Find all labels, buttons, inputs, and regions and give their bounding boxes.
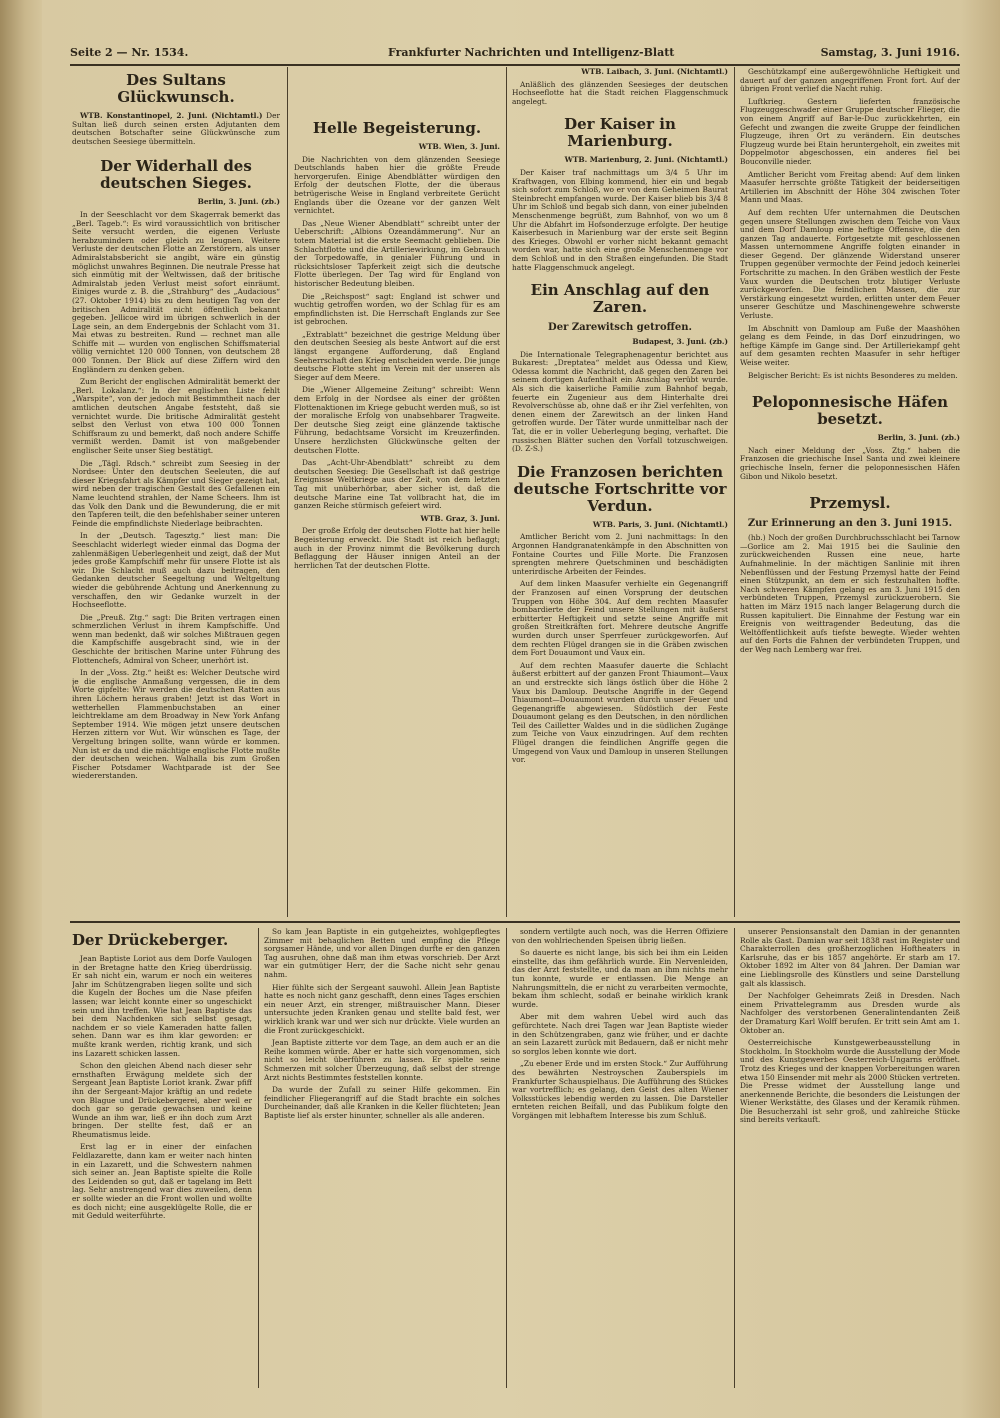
dateline: WTB. Paris, 3. Juni. (Nichtamtl.) bbox=[592, 519, 728, 529]
article-paragraph: So kam Jean Baptiste in ein gutgeheiztes, wohlgepflegtes Zimmer mit behaglichen Betten und empfing die Pflege sorgsamer Hände, und vor allen Dingen durfte er den ganzen Tag ausruhen, ohne daß man ihm etwas vorschrieb. Der Arzt war ein gutmütiger Herr, der die Sache nicht sehr genau nahm. bbox=[264, 928, 500, 979]
article-paragraph: In der Seeschlacht vor dem Skagerrak bemerkt das „Berl. Tageb.“: Es wird voraussichtlich von britischer Seite versucht werden, die eigenen Verluste herabzumindern oder gleich zu leugnen. Weitere Verluste der deutschen Flotte an Zerstörern, als unser Admiralstabsbericht sie angibt, wäre ein günstig möglichst unwahres Beginnen. Die neutrale Presse hat sich einmütig mit der Weltwissen, daß der britische Admiralstab jeden Verlust meist sofort einräumt. Einiges wurde z. B. die „Strahburg“ des „Audacious“ (27. Oktober 1914) bis zu dem heutigen Tag von der britischen Admiralität nicht öffentlich bekannt gegeben. Jellicoe wird im übrigen schwerlich in der Lage sein, an dem Endergebnis der Schlacht vom 31. Mai etwas zu bestreiten. Rund — rechnet man alle Schiffe mit — wurden von englischen Schiffsmaterial völlig vernichtet 120 000 Tonnen, von deutschem 28 000 Tonnen. Der Blick auf diese Ziffern wird den Engländern zu denken geben. bbox=[72, 209, 280, 374]
article-paragraph: Schon den gleichen Abend nach dieser sehr ernsthaften Erwägung meldete sich der Sergeant Jean Baptiste Loriot krank. Zwar pfiff ihn der Sergeant-Major kräftig an und redete von Blague und Drückebergerei, aber weil er doch gar so gerade gewachsen und keine Wunde an ihm war, ließ er ihn doch zum Arzt bringen. Der stellte fest, daß er an Rheumatismus leide. bbox=[72, 1061, 252, 1139]
dateline: Berlin, 3. Juni. (zb.) bbox=[877, 433, 960, 443]
article-title: Die Franzosen berichten deutsche Fortschritte vor Verdun. bbox=[513, 462, 727, 515]
article-subtitle: Zur Erinnerung an den 3. Juni 1915. bbox=[747, 518, 953, 530]
feuilleton-column-3 bbox=[512, 928, 728, 1388]
column-rule bbox=[734, 67, 735, 917]
article-paragraph: Die Nachrichten von dem glänzenden Seesiege Deutschlands haben hier die größte Freude hervorgerufen. Einige Abendblätter würdigen den Erfolg der deutschen Flotte, der die überaus betrügerische Weise in England verbreitete Gerücht Englands über die Ozeane vor der ganzen Welt vernichtet. bbox=[294, 154, 500, 216]
article-paragraph: Der Kaiser traf nachmittags um 3/4 5 Uhr im Kraftwagen, von Elbing kommend, hier ein und begab sich sofort zum Schloß, wo er von dem Geheimen Baurat Steinbrecht empfangen wurde. Der Kaiser blieb bis 3/4 8 Uhr im Schloß und begab sich dann, von einer jubelnden Menschenmenge begrüßt, zum Bahnhof, von wo um 8 Uhr die Abfahrt im Hofsonderzuge erfolgte. Der heutige Kaiserbesuch in Marienburg war der erste seit Beginn des Krieges. Obwohl er vorher nicht bekannt gemacht worden war, hatte sich eine große Menschenmenge vor dem Schloß und in den Straßen eingefunden. Die Stadt hatte Flaggenschmuck angelegt. bbox=[512, 167, 728, 272]
article-paragraph: Anläßlich des glänzenden Seesieges der deutschen Hochseeflotte hat die Stadt reichen Flaggenschmuck angelegt. bbox=[512, 79, 728, 106]
article-paragraph: Jean Baptiste Loriot aus dem Dorfe Vaulogen in der Bretagne hatte den Krieg überdrüssig. Er sah nicht ein, warum er noch ein weiteres Jahr im Schützengraben liegen sollte und sich die Kugeln der Boches um die Nase pfeifen lassen; war leicht konnte einer so ungeschickt sein und ihn treffen. Wie hat Jean Baptiste das bei dem Nachdenken sich selbst gesagt, nachdem er so viele Kameraden hatte fallen sehen. Dann war es ihm klar geworden: er mußte krank werden, richtig krank, und sich ins Lazarett schicken lassen. bbox=[72, 954, 252, 1058]
column-rule bbox=[506, 928, 507, 1388]
article-paragraph: „Zu ebener Erde und im ersten Stock.“ Zur Aufführung des bewährten Nestroyschen Zauberspiels im Frankfurter Schauspielhaus. Die Aufführung des Stückes war vortrefflich; es gelang, den Geist des alten Wiener Volksstückes lebendig werden zu lassen. Die Darsteller ernteten reichen Beifall, und das Publikum folgte den Vorgängen mit lebhaftem Interesse bis zum Schluß. bbox=[512, 1059, 728, 1120]
article-paragraph: Hier fühlte sich der Sergeant sauwohl. Allein Jean Baptiste hatte es noch nicht ganz geschafft, denn eines Tages erschien ein neuer Arzt, ein strenger, mißtrauischer Mann. Dieser untersuchte jeden Kranken genau und stellte bald fest, wer wirklich krank war und wer sich nur drückte. Viele wurden an die Front zurückgeschickt. bbox=[264, 982, 500, 1035]
column-3 bbox=[512, 68, 728, 916]
column-rule bbox=[506, 67, 507, 917]
article-paragraph: „Extrablatt“ bezeichnet die gestrige Meldung über den deutschen Seesieg als beste Antwort auf die erst längst ergangene Aufforderung, daß England Seeherrschaft den Krieg entscheiden werde. Die junge deutsche Flotte steht im Verein mit der unseren als Sieger auf dem Meere. bbox=[294, 329, 500, 382]
article-paragraph: Geschützkampf eine außergewöhnliche Heftigkeit und dauert auf der ganzen angegriffenen Front fort. Auf der übrigen Front verlief die Nacht ruhig. bbox=[740, 68, 960, 94]
column-1 bbox=[72, 68, 280, 916]
article-paragraph: Oesterreichische Kunstgewerbeausstellung in Stockholm. In Stockholm wurde die Ausstellung der Mode und des Kunstgewerbes Oesterreich-Ungarns eröffnet. Trotz des Krieges und der knappen Vorbereitungen waren etwa 150 Einsender mit mehr als 2000 Stücken vertreten. Die Presse widmet der Ausstellung lange und anerkennende Berichte, die besonders die Leistungen der Wiener Werkstätte, des Glases und der Keramik rühmen. Die Besucherzahl ist sehr groß, und zahlreiche Stücke sind bereits verkauft. bbox=[740, 1038, 960, 1125]
dateline: WTB. Graz, 3. Juni. bbox=[420, 513, 500, 523]
article-paragraph: Amtlicher Bericht vom Freitag abend: Auf dem linken Maasufer herrschte größte Tätigkeit der beiderseitigen Artillerien im Abschnitt der Höhe 304 zwischen Toter Mann und Maas. bbox=[740, 169, 960, 205]
article-paragraph: Da wurde der Zufall zu seiner Hilfe gekommen. Ein feindlicher Fliegerangriff auf die Stadt brachte ein solches Durcheinander, daß alle Kranken in die Keller flüchteten; Jean Baptiste lief als erster hinunter, schneller als alle anderen. bbox=[264, 1085, 500, 1120]
article-paragraph: Die „Preuß. Ztg.“ sagt: Die Briten vertragen einen schmerzlichen Verlust in ihrem Kampfschiffe. Und wenn man bedenkt, daß wir solches Mißtrauen gegen die Kampfschiffe ausgebracht sind, wie in der Geschichte der britischen Marine unter Führung des Flottenchefs, Admiral von Scheer, unerhört ist. bbox=[72, 612, 280, 665]
article-subtitle: Der Zarewitsch getroffen. bbox=[548, 322, 692, 334]
article-paragraph: Auf dem rechten Ufer unternahmen die Deutschen gegen unsere Stellungen zwischen dem Teiche von Vaux und dem Dorf Damloup eine heftige Offensive, die den ganzen Tag andauerte. Fortgesetzte mit geschlossenen Massen unternommene Angriffe folgten einander in dieser Gegend. Der glänzende Widerstand unserer Truppen gegenüber vermochte der Feind jedoch keinerlei Fortschritte zu machen. In den Gräben westlich der Feste Vaux wurden die Deutschen trotz blutiger Verluste zurückgeworfen. Die feindlichen Massen, die zur Verstärkung eingesetzt wurden, erlitten unter dem Feuer unserer Geschütze und Maschinengewehre schwerste Verluste. bbox=[740, 207, 960, 321]
article-paragraph: In der „Voss. Ztg.“ heißt es: Welcher Deutsche wird je die englische Anmaßung vergessen, die in dem Worte gipfelte: Wir werden die deutschen Ratten aus ihren Löchern heraus graben! Jetzt ist das Wort in wetterhellen Flammenbuchstaben an einer leichtreklame am dem Broadway in New York Anfang September 1914. Wie mögen jetzt unsere deutschen Herzen zittern vor Wut. Wir wünschen es Tage, der Vergeltung bringen sollte, wann würde er kommen. Nun ist er da und die mächtige englische Flotte mußte der deutschen weichen. Walhalla bis zum Großen Fischer Potsdamer Wachtparade ist der See wiedererstanden. bbox=[72, 668, 280, 781]
page-number: Seite 2 — Nr. 1534. bbox=[70, 46, 189, 59]
dateline: Budapest, 3. Juni. (zb.) bbox=[632, 337, 728, 347]
article-paragraph: Auf dem rechten Maasufer dauerte die Schlacht äußerst erbittert auf der ganzen Front Thiaumont—Vaux an und erstreckte sich längs östlich über die Höhe 2 Vaux bis Damloup. Deutsche Angriffe in der Gegend Thiaumont—Douaumont wurden durch unser Feuer und Gegenangriffe abgewiesen. Südöstlich der Feste Douaumont gelang es den Deutschen, in den nördlichen Teil des Cailletter Waldes und in die südlichen Zugänge zum Teiche von Vaux einzudringen. Auf dem rechten Flügel drangen die feindlichen Angriffe gegen die Umgegend von Vaux und Damloup in unseren Stellungen vor. bbox=[512, 660, 728, 765]
feuilleton-column-4 bbox=[740, 928, 960, 1388]
article-paragraph: Belgischer Bericht: Es ist nichts Besonderes zu melden. bbox=[748, 370, 958, 380]
article-paragraph: Die „Tägl. Rdsch.“ schreibt zum Seesieg in der Nordsee: Unter den deutschen Seeleuten, die auf dieser Kriegsfahrt als Kämpfer und Sieger gezeigt hat, wird neben der tragischen Gestalt des Gefallenen ein Name leuchtend strahlen, der Name Scheers. Ihm ist das Volk den Dank und die Bewunderung, die er mit den Tapferen teilt, die den befehlshaber seiner unteren Feinde die empfindlichste Niederlage beibrachten. bbox=[72, 458, 280, 528]
article-paragraph: unserer Pensionsanstalt den Damian in der genannten Rolle als Gast. Damian war seit 1838 rast im Register und Charakterrollen des großherzoglichen Hoftheaters in Karlsruhe, das er bis 1857 angehörte. Er starb am 17. Oktober 1892 im Alter von 84 Jahren. Der Damian war eine Lieblingsrolle des Künstlers und seine Darstellung galt als klassisch. bbox=[740, 928, 960, 988]
article-title: Der Kaiser in Marienburg. bbox=[564, 115, 676, 151]
article-paragraph: In der „Deutsch. Tagesztg.“ liest man: Die Seeschlacht widerlegt wieder einmal das Dogma der zahlenmäßigen Ueberlegenheit und zeigt, daß der Mut jedes große Kampfschiff mehr für unsere Flotte ist als wir. Die Schlacht muß auch dazu beitragen, den Gedanken deutscher Seegeltung und Weltgeltung wieder die gebührende Achtung und Anerkennung zu verschaffen, den wir Gedanke wurzelt in der Hochseeflotte. bbox=[72, 531, 280, 610]
article-paragraph: Amtlicher Bericht vom 2. Juni nachmittags: In den Argonnen Handgranatenkämpfe in den Abschnitten von Fontaine Courtes und Fille Morte. Die Franzosen sprengten mehrere Quetschminen und beschädigten unterirdische Arbeiten der Feindes. bbox=[512, 532, 728, 576]
article-paragraph: Zum Bericht der englischen Admiralität bemerkt der „Berl. Lokalanz.“: In der englischen Liste fehlt „Warspite“, von der jedoch mit Bestimmtheit nach der amtlichen deutschen Angabe feststeht, daß sie vernichtet wurde. Die britische Admiralität gesteht selbst den Verlust von etwa 100 000 Tonnen Schiffsraum zu und bemerkt, daß noch andere Schiffe vermißt werden. Damit ist von maßgebender englischer Seite unser Sieg bestätigt. bbox=[72, 377, 280, 455]
column-rule bbox=[287, 67, 288, 917]
article-title: Helle Begeisterung. bbox=[312, 119, 482, 137]
article-paragraph: Die „Wiener Allgemeine Zeitung“ schreibt: Wenn dem Erfolg in der Nordsee als einer der größten Flottenaktionen im Kriege gebucht werden muß, so ist der moralische Erfolg von unabsehbarer Tragweite. Der deutsche Sieg zeigt eine glänzende taktische Führung, bedachtsame Vorsicht im Kreuzerfinden. Unsere herzlichsten Glückwünsche gelten der deutschen Flotte. bbox=[294, 385, 500, 455]
article-paragraph: (hb.) Noch der großen Durchbruchsschlacht bei Tarnow—Gorlice am 2. Mai 1915 bei die Saulinie den zurückweichenden Russen eine neue, harte Aufnahmelinie. In der mächtigen Sanlinie mit ihren Nebenflüssen und der Festung Przemysl hatte der Feind einen Stützpunkt, an dem er sich festzuhalten hoffte. Nach schweren Kämpfen gelang es am 3. Juni 1915 den verbündeten Truppen, Przemysl zurückzuerobern. Sie hatten im März 1915 nach langer Belagerung durch die Russen kapituliert. Die Einnahme der Festung war ein Ereignis von weittragender Bedeutung, das die Weltöffentlichkeit aufs tiefste bewegte. Wieder wehten auf den Forts die Fahnen der verbündeten Truppen, und der Weg nach Lemberg war frei. bbox=[740, 533, 960, 654]
article-paragraph: Das „Neue Wiener Abendblatt“ schreibt unter der Ueberschrift: „Albions Ozeandämmerung“. Nur an totem Material ist die erste Seemacht geblieben. Die Schlachtflotte und die Artilleriewirkung, im Gebrauch der Torpedowaffe, in genialer Führung und in rücksichtsloser Tapferkeit zeigt sich die deutsche Flotte überlegen. Der Tag wird für England von historischer Bedeutung bleiben. bbox=[294, 218, 500, 288]
article-title: Ein Anschlag auf den Zaren. bbox=[530, 281, 710, 317]
column-4 bbox=[740, 68, 960, 916]
page-header bbox=[70, 44, 960, 64]
article-paragraph: Jean Baptiste zitterte vor dem Tage, an dem auch er an die Reihe kommen würde. Aber er hatte sich vorgenommen, sich nicht so leicht überführen zu lassen. Er spielte seine Schmerzen mit solcher Überzeugung, daß selbst der strenge Arzt nichts Bestimmtes feststellen konnte. bbox=[264, 1038, 500, 1082]
article-paragraph: Der große Erfolg der deutschen Flotte hat hier helle Begeisterung erweckt. Die Stadt ist reich beflaggt; auch in der Provinz nimmt die Bevölkerung durch Beflaggung der Häuser innigen Anteil an der herrlichen Tat der deutschen Flotte. bbox=[294, 526, 500, 570]
feuilleton-column-1 bbox=[72, 928, 252, 1388]
article-title: Der Drückeberger. bbox=[72, 931, 229, 949]
article-paragraph: Der Nachfolger Geheimrats Zeiß in Dresden. Nach einem Privattelegramm aus Dresden wurde als Nachfolger des verstorbenen Generalintendanten Zeiß der Dramaturg Karl Wolff berufen. Er tritt sein Amt am 1. Oktober an. bbox=[740, 991, 960, 1035]
article-paragraph: So dauerte es nicht lange, bis sich bei ihm ein Leiden einstellte, das ihm gefährlich wurde. Ein Nervenleiden, das der Arzt feststellte, und da man an ihm nichts mehr tun konnte, wurde er entlassen. Die Menge an Nahrungsmitteln, die er nicht zu verarbeiten vermochte, bekam ihm schlecht, sodaß er beinahe wirklich krank wurde. bbox=[512, 948, 728, 1009]
article-title: Przemysl. bbox=[809, 494, 891, 513]
feuilleton-column-2 bbox=[264, 928, 500, 1388]
section-divider bbox=[70, 921, 960, 923]
dateline: Berlin, 3. Juni. (zb.) bbox=[197, 197, 280, 207]
header-rule bbox=[70, 64, 960, 66]
article-paragraph: sondern vertilgte auch noch, was die Herren Offiziere von den wohlriechenden Speisen übrig ließen. bbox=[512, 928, 728, 945]
page-fold-shadow bbox=[0, 0, 42, 1418]
issue-date: Samstag, 3. Juni 1916. bbox=[820, 46, 960, 59]
article-paragraph: Auf dem linken Maasufer verhielte ein Gegenangriff der Franzosen auf einen Vorsprung der deutschen Truppen von Höhe 304. Auf dem rechten Maasufer bombardierte der Feind unsere Stellungen mit äußerst erbitterter Heftigkeit und setzte seine Angriffe mit großen Streitkräften fort. Mehrere deutsche Angriffe wurden durch unser Sperrfeuer zurückgeworfen. Auf dem rechten Flügel drangen sie in die Gräben zwischen dem Fort Douaumont und Vaux ein. bbox=[512, 579, 728, 658]
article-paragraph: Im Abschnitt von Damloup am Fuße der Maashöhen gelang es dem Feinde, in das Dorf einzudringen, wo heftige Kämpfe im Gange sind. Der Artilleriekampf geht auf dem gesamten rechten Maasufer in sehr heftiger Weise weiter. bbox=[740, 323, 960, 367]
dateline: WTB. Marienburg, 2. Juni. (Nichtamtl.) bbox=[564, 155, 728, 165]
column-2 bbox=[294, 68, 500, 916]
article-paragraph: Erst lag er in einer der einfachen Feldlazarette, dann kam er weiter nach hinten in ein Lazarett, und die Schwestern nahmen sich seiner an. Jean Baptiste spielte die Rolle des Leidenden so gut, daß er tagelang im Bett lag. Sehr anstrengend war dies zuweilen, denn er sollte wieder an die Front wollen und wollte es doch nicht; eine ausgeklügelte Rolle, die er mit Geduld weiterführte. bbox=[72, 1142, 252, 1221]
article-title: Peloponnesische Häfen besetzt. bbox=[751, 393, 949, 429]
article-title: Der Widerhall des deutschen Sieges. bbox=[100, 157, 252, 193]
column-rule bbox=[734, 928, 735, 1388]
article-paragraph: Luftkrieg. Gestern lieferten französische Flugzeuggeschwader einer Gruppe deutscher Flieger, die von einem Angriff auf Bar-le-Duc zurückkehrten, ein Gefecht und zwangen die zweite Gruppe der feindlichen Flugzeuge, ihren Ort zu verändern. Ein deutsches Flugzeug wurde bei Etain heruntergeholt, ein zweites mit Doppelmotor abgeschossen, ein anderes fiel bei Bouconville nieder. bbox=[740, 96, 960, 166]
dateline: WTB. Konstantinopel, 2. Juni. (Nichtamtl.) bbox=[80, 111, 263, 120]
dateline: WTB. Laibach, 3. Juni. (Nichtamtl.) bbox=[581, 68, 728, 76]
masthead: Frankfurter Nachrichten und Intelligenz-Blatt bbox=[388, 46, 675, 59]
dateline: WTB. Wien, 3. Juni. bbox=[418, 142, 500, 151]
article-paragraph: Die „Reichspost“ sagt: England ist schwer und wuchtig getroffen worden, wo der Schlag für es am empfindlichsten ist. Die Herrschaft Englands zur See ist gebrochen. bbox=[294, 291, 500, 327]
article-paragraph: Das „Acht-Uhr-Abendblatt“ schreibt zu dem deutschen Seesieg: Die Gesellschaft ist daß gestrige Ereignisse Weltkriege aus der Zeit, von dem letzten Tag mit unüberhörbar, aber sicher ist, daß die deutsche Marine eine Tat vollbracht hat, die im ganzen Reiche stürmisch gefeiert wird. bbox=[294, 458, 500, 511]
article-paragraph: Die Internationale Telegraphenagentur berichtet aus Bukarest: „Dreptatea“ meldet aus Odessa und Kiew, Odessa kommt die Nachricht, daß gegen den Zaren bei seinem dortigen Aufenthalt ein Anschlag verübt wurde. Als sich die kaiserliche Familie zum Bahnhof begab, feuerte ein Zugenieur aus dem Hinterhalte drei Revolverschüsse ab, ohne daß er ihr Ziel verfehlten, von denen einem der Zarewitsch an der linken Hand getroffen wurde. Der Täter wurde unmittelbar nach der Tat, die er in voller Ueberlegung beging, verhaftet. Die russischen Blätter suchen den Vorfall totzuschweigen. (D. Z-S.) bbox=[512, 349, 728, 454]
article-body: Der Sultan ließ durch seinen ersten Adjutanten dem deutschen Botschafter seine Glückwünsche zum deutschen Seesiege übermitteln. bbox=[72, 111, 280, 146]
article-title: Des Sultans Glückwunsch. bbox=[117, 71, 235, 106]
column-rule bbox=[258, 928, 259, 1388]
article-paragraph: Aber mit dem wahren Uebel wird auch das gefürchtete. Nach drei Tagen war Jean Baptiste wieder in den Schützengraben, ganz wie früher, und er dachte an sein Lazarett zurück mit Bedauern, daß er nicht mehr so sorglos leben konnte wie dort. bbox=[512, 1012, 728, 1056]
article-paragraph: Nach einer Meldung der „Voss. Ztg.“ haben die Franzosen die griechische Insel Santa und zwei kleinere griechische Inseln, ferner die peloponnesischen Häfen Gibon und Nikolo besetzt. bbox=[740, 445, 960, 481]
